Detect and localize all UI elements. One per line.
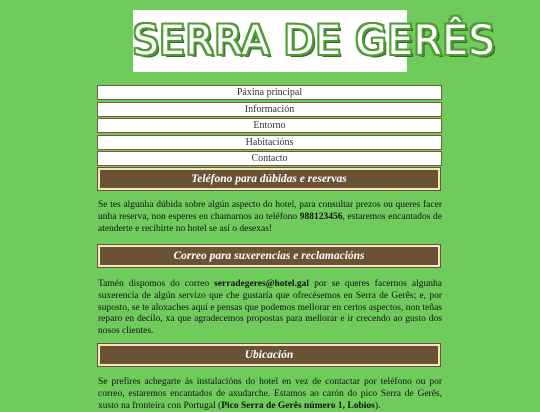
location-address: Pico Serra de Gerês número 1, Lobios [221, 400, 375, 411]
main-nav [97, 85, 442, 168]
nav-item-home[interactable]: Páxina principal [97, 85, 442, 100]
nav-item-information[interactable]: Información [97, 102, 442, 117]
section-heading-email: Correo para suxerencias e reclamacións [98, 245, 440, 267]
email-text-before: Tamén dispomos do correo [98, 279, 215, 289]
phone-text-before: Se tes algunha dúbida sobre algún aspecto do hotel, para consultar prezos ou queres facer unha reserva, non esperes en chamarnos ao teléfono [98, 200, 442, 222]
nav-item-surroundings[interactable]: Entorno [97, 118, 442, 133]
location-text-after: ). [374, 400, 381, 411]
section-heading-phone: Teléfono para dúbidas e reservas [98, 168, 440, 190]
location-paragraph [98, 377, 442, 412]
phone-number: 988123456 [299, 211, 343, 222]
nav-item-contact[interactable]: Contacto [97, 151, 442, 166]
phone-text-after: , estaremos encantados de atenderte e recibirte no hotel se así o desexas! [98, 211, 442, 234]
location-text-before: Se prefires achegarte ás instalacións do hotel en vez de contactar por teléfono ou por correo, estaremos encantados de axudarche. Estamos ao carón do pico Serra de Gerês, xusto na fronteira con Portugal ( [98, 377, 442, 411]
logo-text: SERRA DE GERÊS [133, 18, 496, 64]
email-address: serradegeres@hotel.gal [214, 279, 310, 289]
site-logo[interactable] [133, 10, 496, 72]
email-paragraph [98, 279, 442, 338]
section-heading-location: Ubicación [98, 344, 440, 366]
email-text-after: por se queres facernos algunha suxerencia de algún servizo que che gustaría que ofrecésemos en Serra de Gerês; e, por suposto, se te aloxaches aquí e pensas que podemos mellorar en certos aspectos, non teñas reparo en decilo, xa que agradecemos propostas para mellorar e ir crecendo ao gusto dos nosos clientes. [98, 279, 442, 337]
phone-paragraph [98, 200, 442, 235]
nav-item-rooms[interactable]: Habitacións [97, 135, 442, 150]
